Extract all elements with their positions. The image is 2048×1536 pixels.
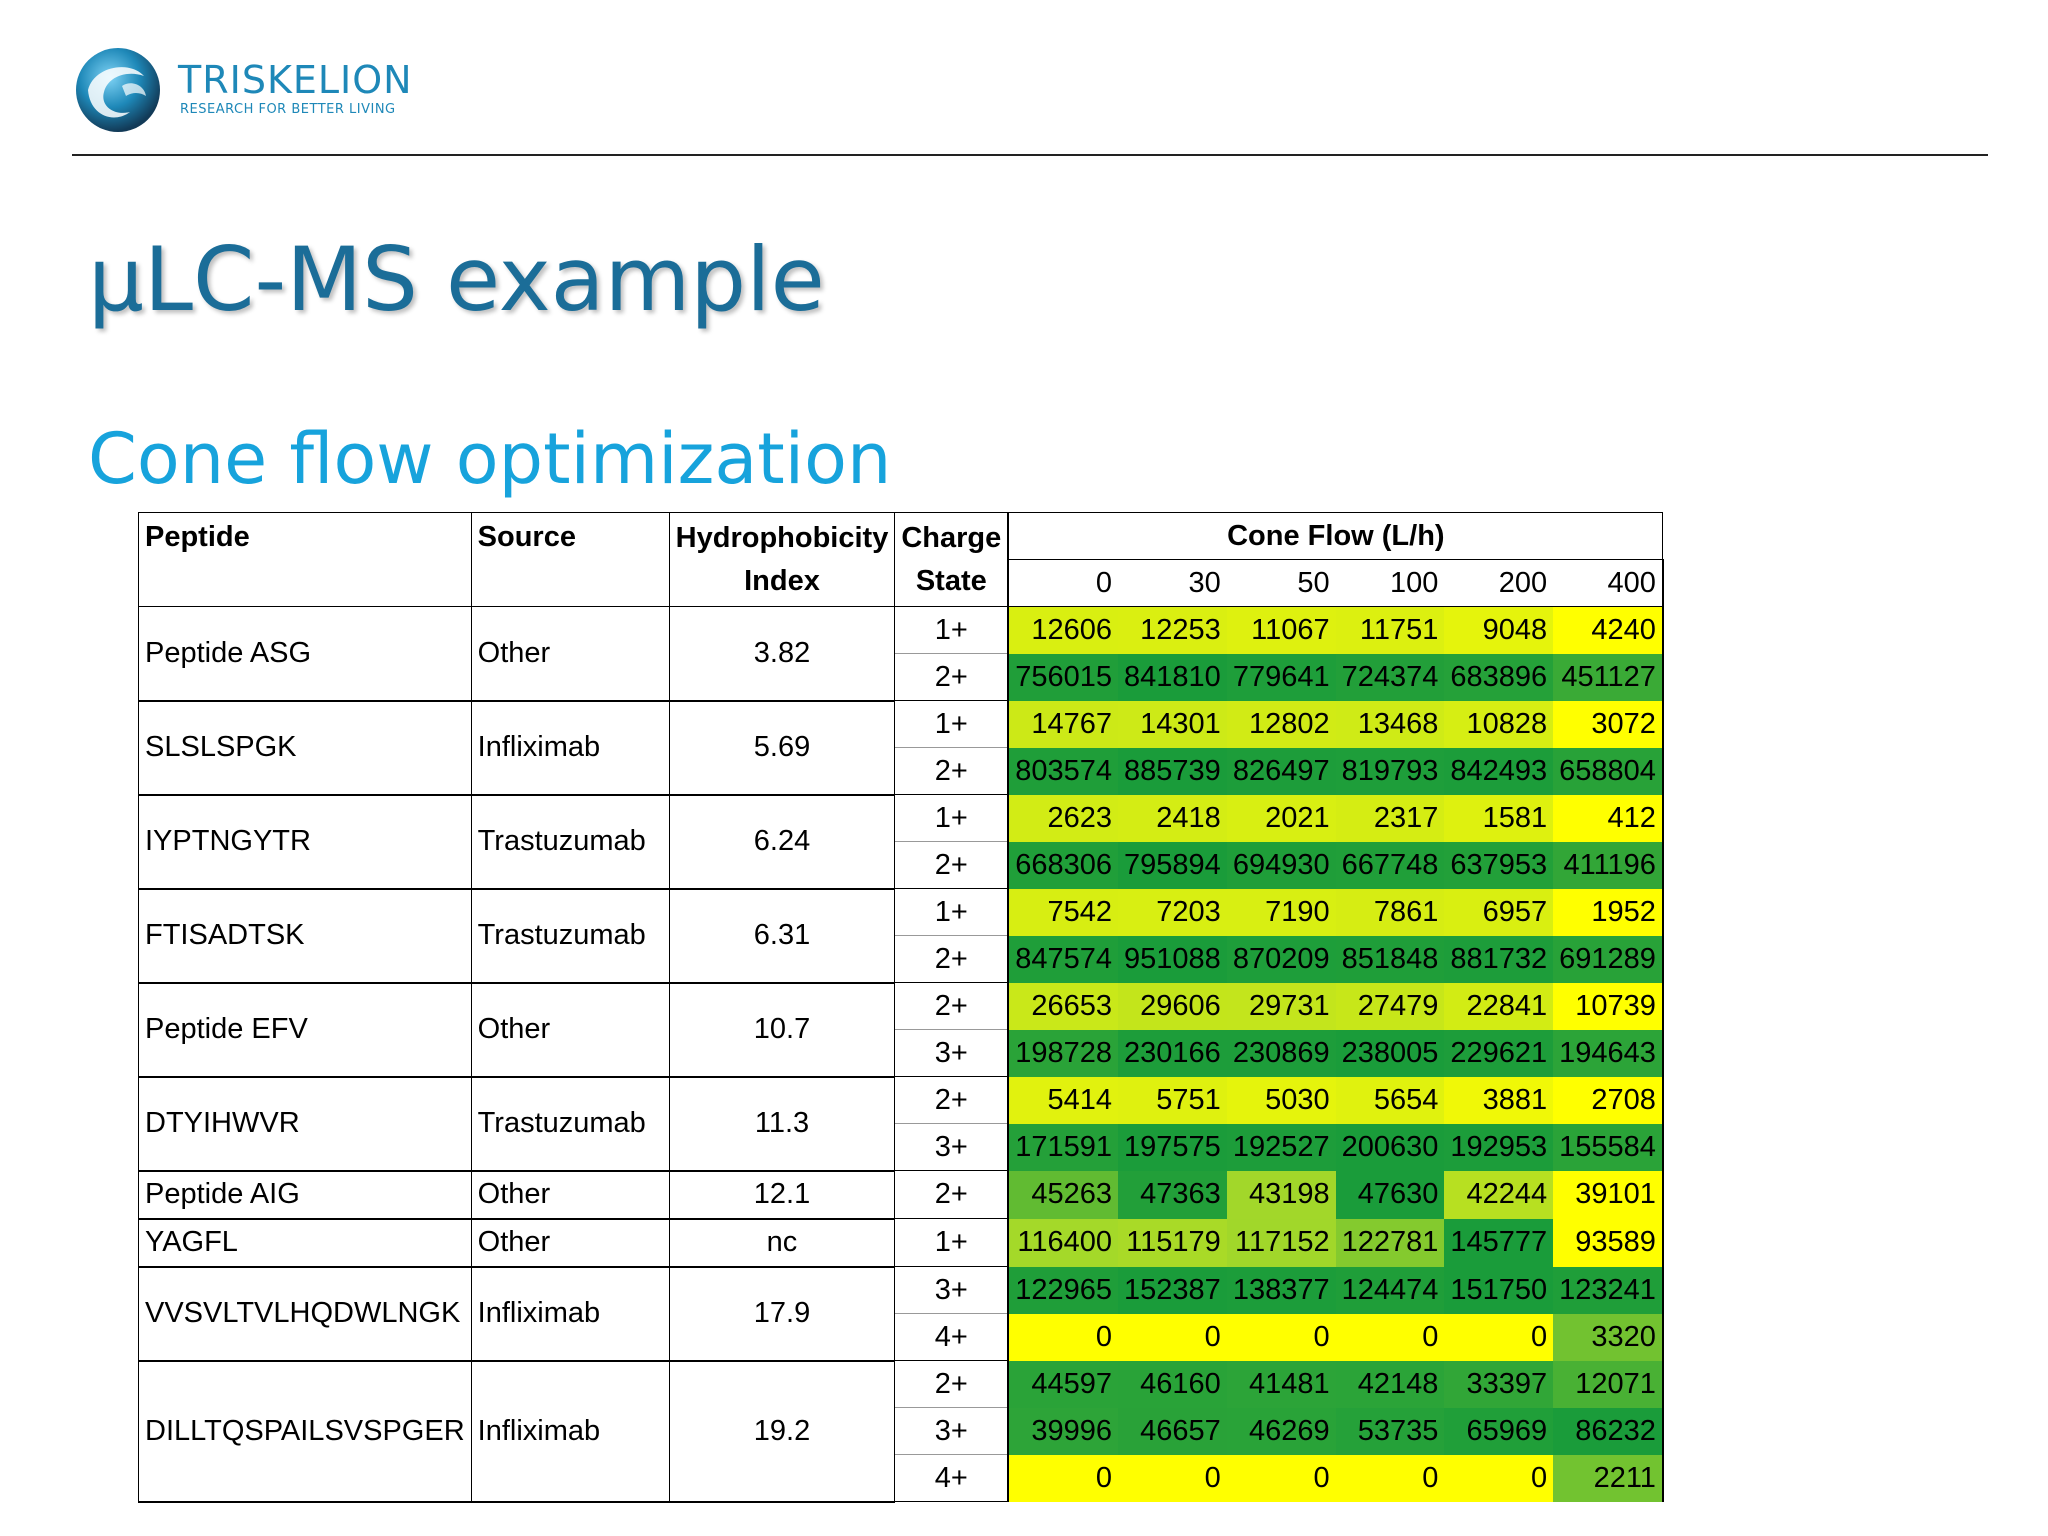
cell-intensity: 0 <box>1444 1455 1553 1502</box>
cell-intensity: 145777 <box>1444 1219 1553 1267</box>
cell-intensity: 667748 <box>1336 842 1445 889</box>
cell-intensity: 2418 <box>1118 795 1227 842</box>
cell-intensity: 123241 <box>1553 1267 1663 1314</box>
cell-intensity: 138377 <box>1227 1267 1336 1314</box>
cell-charge-state: 2+ <box>895 842 1008 889</box>
cell-intensity: 46269 <box>1227 1408 1336 1455</box>
cell-peptide: Peptide EFV <box>139 983 472 1077</box>
cell-peptide: DILLTQSPAILSVSPGER <box>139 1361 472 1502</box>
cell-intensity: 7542 <box>1008 889 1118 936</box>
cell-intensity: 230166 <box>1118 1030 1227 1077</box>
cell-intensity: 851848 <box>1336 936 1445 983</box>
cell-hydrophobicity: 17.9 <box>669 1267 895 1361</box>
cell-intensity: 45263 <box>1008 1171 1118 1219</box>
cell-charge-state: 1+ <box>895 1219 1008 1267</box>
cell-peptide: IYPTNGYTR <box>139 795 472 889</box>
cell-intensity: 10739 <box>1553 983 1663 1030</box>
cell-intensity: 0 <box>1118 1455 1227 1502</box>
cell-intensity: 14767 <box>1008 701 1118 748</box>
cell-intensity: 53735 <box>1336 1408 1445 1455</box>
cell-intensity: 4240 <box>1553 607 1663 654</box>
cell-intensity: 171591 <box>1008 1124 1118 1171</box>
cell-intensity: 683896 <box>1444 654 1553 701</box>
cell-intensity: 819793 <box>1336 748 1445 795</box>
header-charge-state <box>895 513 1008 607</box>
cell-intensity: 0 <box>1444 1314 1553 1361</box>
cell-hydrophobicity: 12.1 <box>669 1171 895 1219</box>
cell-intensity: 47630 <box>1336 1171 1445 1219</box>
cell-intensity: 197575 <box>1118 1124 1227 1171</box>
cell-intensity: 47363 <box>1118 1171 1227 1219</box>
cell-intensity: 117152 <box>1227 1219 1336 1267</box>
cone-flow-tick-0: 0 <box>1008 560 1118 607</box>
cell-peptide: YAGFL <box>139 1219 472 1267</box>
cell-intensity: 5414 <box>1008 1077 1118 1124</box>
header-charge-line1: Charge <box>901 521 1002 554</box>
cell-intensity: 46160 <box>1118 1361 1227 1408</box>
cell-intensity: 2317 <box>1336 795 1445 842</box>
cell-intensity: 33397 <box>1444 1361 1553 1408</box>
cell-charge-state: 1+ <box>895 889 1008 936</box>
cell-source: Infliximab <box>471 701 669 795</box>
cell-intensity: 6957 <box>1444 889 1553 936</box>
cell-peptide: VVSVLTVLHQDWLNGK <box>139 1267 472 1361</box>
cell-intensity: 795894 <box>1118 842 1227 889</box>
cell-charge-state: 2+ <box>895 983 1008 1030</box>
cell-intensity: 7203 <box>1118 889 1227 936</box>
cell-charge-state: 2+ <box>895 1171 1008 1219</box>
cell-intensity: 2021 <box>1227 795 1336 842</box>
cell-intensity: 2623 <box>1008 795 1118 842</box>
cell-source: Other <box>471 1171 669 1219</box>
cell-intensity: 43198 <box>1227 1171 1336 1219</box>
cell-charge-state: 3+ <box>895 1124 1008 1171</box>
brand-name: TRISKELION <box>178 58 413 102</box>
table-row <box>139 983 1663 1030</box>
cell-intensity: 847574 <box>1008 936 1118 983</box>
cell-hydrophobicity: 11.3 <box>669 1077 895 1171</box>
cell-charge-state: 2+ <box>895 654 1008 701</box>
cell-intensity: 2211 <box>1553 1455 1663 1502</box>
cell-source: Trastuzumab <box>471 889 669 983</box>
cell-source: Infliximab <box>471 1267 669 1361</box>
cell-intensity: 0 <box>1336 1455 1445 1502</box>
cell-intensity: 13468 <box>1336 701 1445 748</box>
cell-intensity: 65969 <box>1444 1408 1553 1455</box>
cell-charge-state: 1+ <box>895 701 1008 748</box>
cell-intensity: 29731 <box>1227 983 1336 1030</box>
cell-intensity: 3320 <box>1553 1314 1663 1361</box>
slide-title: µLC-MS example <box>88 228 825 331</box>
cell-charge-state: 2+ <box>895 748 1008 795</box>
cell-intensity: 192527 <box>1227 1124 1336 1171</box>
cell-intensity: 756015 <box>1008 654 1118 701</box>
cell-intensity: 842493 <box>1444 748 1553 795</box>
header-charge-line2: State <box>915 564 987 597</box>
cell-hydrophobicity: nc <box>669 1219 895 1267</box>
cell-intensity: 14301 <box>1118 701 1227 748</box>
cell-intensity: 779641 <box>1227 654 1336 701</box>
cell-intensity: 11751 <box>1336 607 1445 654</box>
cell-charge-state: 4+ <box>895 1455 1008 1502</box>
brand-tagline: RESEARCH FOR BETTER LIVING <box>180 102 396 117</box>
header-peptide: Peptide <box>139 513 472 607</box>
cell-hydrophobicity: 19.2 <box>669 1361 895 1502</box>
cell-source: Other <box>471 983 669 1077</box>
table-row <box>139 1267 1663 1314</box>
cell-intensity: 724374 <box>1336 654 1445 701</box>
cell-charge-state: 3+ <box>895 1267 1008 1314</box>
cell-intensity: 11067 <box>1227 607 1336 654</box>
cell-intensity: 668306 <box>1008 842 1118 889</box>
table-row <box>139 1077 1663 1124</box>
cell-intensity: 0 <box>1227 1314 1336 1361</box>
cell-charge-state: 3+ <box>895 1030 1008 1077</box>
cell-intensity: 27479 <box>1336 983 1445 1030</box>
cell-peptide: Peptide ASG <box>139 607 472 701</box>
cone-flow-tick-400: 400 <box>1553 560 1663 607</box>
cell-source: Other <box>471 1219 669 1267</box>
table-row <box>139 607 1663 654</box>
header-hydrophobicity-line1: Hydrophobicity <box>675 521 889 554</box>
cell-intensity: 870209 <box>1227 936 1336 983</box>
cell-intensity: 7190 <box>1227 889 1336 936</box>
header-divider <box>72 154 1988 156</box>
cell-charge-state: 2+ <box>895 936 1008 983</box>
cell-intensity: 86232 <box>1553 1408 1663 1455</box>
cell-intensity: 5030 <box>1227 1077 1336 1124</box>
cell-intensity: 885739 <box>1118 748 1227 795</box>
cell-intensity: 12071 <box>1553 1361 1663 1408</box>
cell-intensity: 44597 <box>1008 1361 1118 1408</box>
cell-intensity: 12606 <box>1008 607 1118 654</box>
cell-intensity: 122781 <box>1336 1219 1445 1267</box>
cell-intensity: 881732 <box>1444 936 1553 983</box>
header-source: Source <box>471 513 669 607</box>
cell-intensity: 122965 <box>1008 1267 1118 1314</box>
cone-flow-tick-50: 50 <box>1227 560 1336 607</box>
cell-intensity: 7861 <box>1336 889 1445 936</box>
cell-intensity: 229621 <box>1444 1030 1553 1077</box>
cell-intensity: 42244 <box>1444 1171 1553 1219</box>
cell-intensity: 2708 <box>1553 1077 1663 1124</box>
cone-flow-table <box>138 512 1664 1503</box>
cell-hydrophobicity: 6.31 <box>669 889 895 983</box>
cell-intensity: 826497 <box>1227 748 1336 795</box>
cell-intensity: 39996 <box>1008 1408 1118 1455</box>
cell-intensity: 115179 <box>1118 1219 1227 1267</box>
cell-intensity: 46657 <box>1118 1408 1227 1455</box>
cell-intensity: 10828 <box>1444 701 1553 748</box>
cell-intensity: 9048 <box>1444 607 1553 654</box>
cell-hydrophobicity: 3.82 <box>669 607 895 701</box>
table-row <box>139 889 1663 936</box>
cell-source: Trastuzumab <box>471 1077 669 1171</box>
table-row <box>139 795 1663 842</box>
cell-intensity: 691289 <box>1553 936 1663 983</box>
cell-intensity: 124474 <box>1336 1267 1445 1314</box>
cell-intensity: 200630 <box>1336 1124 1445 1171</box>
cell-intensity: 0 <box>1336 1314 1445 1361</box>
cell-charge-state: 2+ <box>895 1361 1008 1408</box>
cell-intensity: 42148 <box>1336 1361 1445 1408</box>
cell-intensity: 41481 <box>1227 1361 1336 1408</box>
cell-peptide: DTYIHWVR <box>139 1077 472 1171</box>
cell-intensity: 238005 <box>1336 1030 1445 1077</box>
cell-intensity: 1581 <box>1444 795 1553 842</box>
cell-intensity: 230869 <box>1227 1030 1336 1077</box>
cell-intensity: 22841 <box>1444 983 1553 1030</box>
cell-intensity: 1952 <box>1553 889 1663 936</box>
cell-intensity: 0 <box>1118 1314 1227 1361</box>
cell-intensity: 12253 <box>1118 607 1227 654</box>
cell-intensity: 26653 <box>1008 983 1118 1030</box>
cell-intensity: 0 <box>1008 1314 1118 1361</box>
cell-intensity: 0 <box>1008 1455 1118 1502</box>
cell-charge-state: 2+ <box>895 1077 1008 1124</box>
cell-intensity: 192953 <box>1444 1124 1553 1171</box>
cell-intensity: 155584 <box>1553 1124 1663 1171</box>
cone-flow-tick-30: 30 <box>1118 560 1227 607</box>
cell-intensity: 5751 <box>1118 1077 1227 1124</box>
table-row <box>139 701 1663 748</box>
cell-intensity: 5654 <box>1336 1077 1445 1124</box>
table-row <box>139 1219 1663 1267</box>
cell-intensity: 412 <box>1553 795 1663 842</box>
cell-intensity: 451127 <box>1553 654 1663 701</box>
cell-peptide: Peptide AIG <box>139 1171 472 1219</box>
cell-intensity: 39101 <box>1553 1171 1663 1219</box>
cell-intensity: 194643 <box>1553 1030 1663 1077</box>
cell-intensity: 3072 <box>1553 701 1663 748</box>
cell-intensity: 803574 <box>1008 748 1118 795</box>
cell-hydrophobicity: 6.24 <box>669 795 895 889</box>
cell-source: Infliximab <box>471 1361 669 1502</box>
triskelion-swirl-icon <box>74 46 162 134</box>
cell-charge-state: 3+ <box>895 1408 1008 1455</box>
table-row <box>139 1171 1663 1219</box>
cell-intensity: 3881 <box>1444 1077 1553 1124</box>
cell-intensity: 658804 <box>1553 748 1663 795</box>
cell-intensity: 12802 <box>1227 701 1336 748</box>
cell-hydrophobicity: 10.7 <box>669 983 895 1077</box>
cell-charge-state: 1+ <box>895 607 1008 654</box>
cell-peptide: FTISADTSK <box>139 889 472 983</box>
header-cone-flow: Cone Flow (L/h) <box>1008 513 1663 560</box>
cell-source: Other <box>471 607 669 701</box>
cell-intensity: 198728 <box>1008 1030 1118 1077</box>
header-hydrophobicity-index <box>669 513 895 607</box>
slide-subtitle: Cone flow optimization <box>88 418 892 500</box>
cell-intensity: 93589 <box>1553 1219 1663 1267</box>
triskelion-logo <box>74 46 413 134</box>
cell-peptide: SLSLSPGK <box>139 701 472 795</box>
cell-intensity: 637953 <box>1444 842 1553 889</box>
cell-intensity: 0 <box>1227 1455 1336 1502</box>
header-hydrophobicity-line2: Index <box>744 564 820 597</box>
cell-charge-state: 4+ <box>895 1314 1008 1361</box>
cone-flow-tick-200: 200 <box>1444 560 1553 607</box>
cell-hydrophobicity: 5.69 <box>669 701 895 795</box>
cell-intensity: 411196 <box>1553 842 1663 889</box>
cell-intensity: 151750 <box>1444 1267 1553 1314</box>
cell-intensity: 951088 <box>1118 936 1227 983</box>
cell-intensity: 841810 <box>1118 654 1227 701</box>
cone-flow-tick-100: 100 <box>1336 560 1445 607</box>
cell-intensity: 152387 <box>1118 1267 1227 1314</box>
cell-charge-state: 1+ <box>895 795 1008 842</box>
cell-source: Trastuzumab <box>471 795 669 889</box>
cell-intensity: 29606 <box>1118 983 1227 1030</box>
cell-intensity: 694930 <box>1227 842 1336 889</box>
table-row <box>139 1361 1663 1408</box>
cell-intensity: 116400 <box>1008 1219 1118 1267</box>
